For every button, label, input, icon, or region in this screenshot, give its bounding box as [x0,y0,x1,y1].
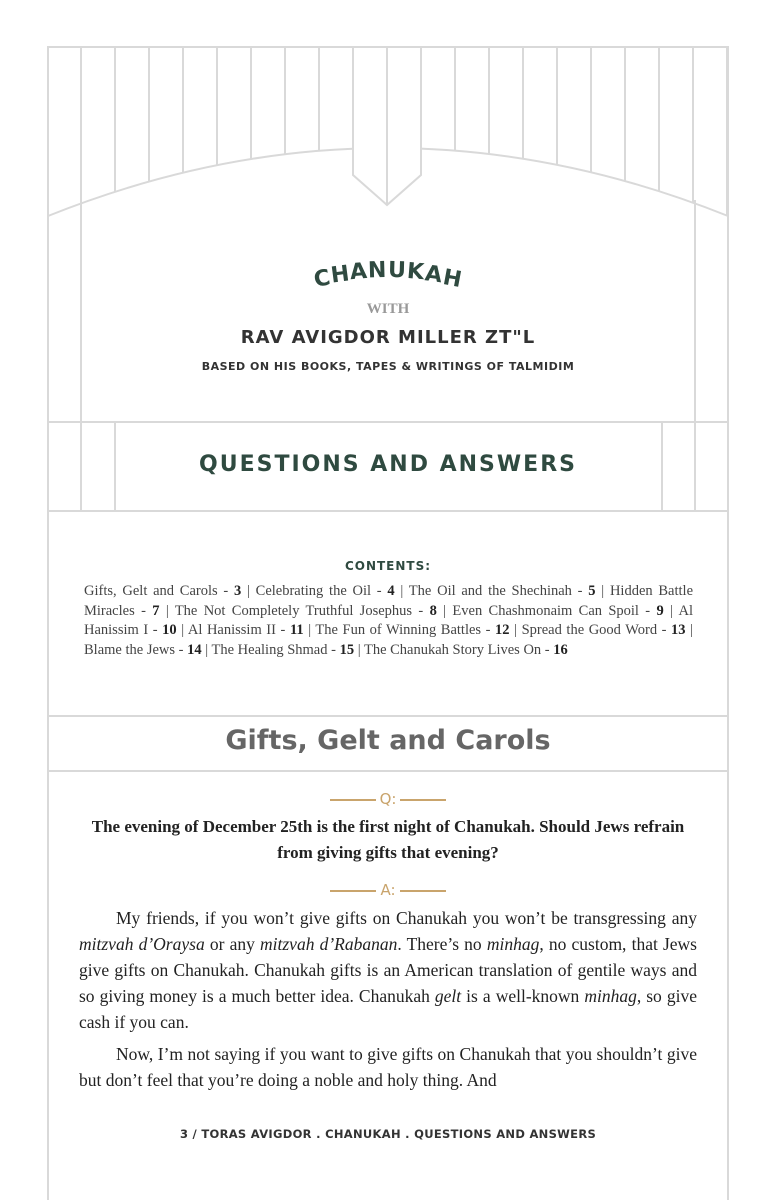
italic-term: mitzvah d’Rabanan [260,934,398,954]
title-letter: A [423,261,445,289]
contents-item-title: Al Hanissim II - [187,622,290,638]
italic-term: mitzvah d’Oraysa [79,934,205,954]
contents-item-page: 7 [152,602,160,619]
contents-item-page: 8 [429,602,437,619]
text-run: is a well-known [461,986,585,1006]
title-letter: H [440,265,465,294]
contents-item-title: Spread the Good Word - [521,622,672,638]
contents-item-title: Celebrating the Oil - [255,583,388,599]
title-letter: N [368,257,389,284]
contents-item-page: 15 [339,641,355,658]
contents-item-page: 5 [588,583,596,599]
title-letter: H [329,261,352,289]
section-title: Gifts, Gelt and Carols [225,725,551,756]
with-label: WITH [366,301,410,317]
banner-title: QUESTIONS AND ANSWERS [199,452,577,477]
contents-item-title: The Oil and the Shechinah - [408,583,589,599]
title-letter: C [311,265,334,293]
title-letter: U [387,257,408,284]
contents-item-title: Hidden Battle Miracles - [84,583,694,619]
contents-item-page: 3 [233,583,242,599]
question-text: The evening of December 25th is the first night of Chanukah. Should Jews refrain from giving gifts that evening? [91,817,685,862]
contents-item-title: The Healing Shmad - [211,641,340,658]
contents-item-title: The Chanukah Story Lives On - [363,641,554,658]
contents-item-title: Gifts, Gelt and Carols - [84,583,234,599]
text-run: My friends, if you won’t give gifts on Chanukah you won’t be transgressing any [116,908,697,928]
based-on-subtitle: BASED ON HIS BOOKS, TAPES & WRITINGS OF TALMIDIM [201,360,575,373]
book-title [0,257,776,294]
question-label: Q: [379,790,397,808]
text-run: , so give cash if you can. [79,986,697,1032]
contents-item-title: Even Chashmonaim Can Spoil - [452,602,657,619]
contents-item-page: 14 [187,641,202,658]
contents-list: Gifts, Gelt and Carols - 3 | Celebrating the Oil - 4 | The Oil and the Shechinah - 5 | Hidden Battle Miracles - 7 | The Not Completely Truthful Josephus - 8 | Even Chashmonaim Can Spoil - 9 | Al Hanissim I - 10 | Al Hanissim II - 11 | The Fun of Winning Battles - 12 | Spread the Good Word - 13 | Blame the Jews - 14 | The Healing Shmad - 15 | The Chanukah Story Lives On - 16 [84,583,694,658]
contents-item-title: The Fun of Winning Battles - [315,622,496,638]
contents-item-page: 12 [495,622,510,638]
contents-label: CONTENTS: [344,559,432,573]
contents-item-title: The Not Completely Truthful Josephus - [174,602,430,619]
answer-paragraph: Now, I’m not saying if you want to give gifts on Chanukah that you shouldn’t give but don’t feel that you’re doing a noble and holy thing. And [79,1044,697,1090]
answer-label: A: [380,881,396,899]
author-name: RAV AVIGDOR MILLER ZT"L [240,327,536,348]
contents-item-title: Blame the Jews - [84,641,188,658]
title-letter: A [349,258,370,286]
title-letter: K [405,258,426,286]
answer-divider [0,881,776,899]
contents-item-page: 13 [671,622,686,638]
italic-term: minhag [486,934,540,954]
italic-term: minhag [584,986,637,1006]
contents-item-page: 9 [656,602,664,619]
text-run: or any [204,934,260,954]
question-divider [0,790,776,808]
contents-item-page: 16 [553,641,568,658]
contents-item-page: 10 [162,622,177,638]
text-run: , no custom, that Jews give gifts on Chanukah. Chanukah gifts is an American translation of gentile ways and so giving money is a much better idea. Chanukah [79,934,697,1006]
text-run: . There’s no [397,934,487,954]
italic-term: gelt [434,986,462,1006]
contents-item-page: 11 [289,622,304,638]
page-footer: 3 / TORAS AVIGDOR . CHANUKAH . QUESTIONS AND ANSWERS [179,1127,597,1141]
contents-item-page: 4 [387,583,395,599]
contents-item-title: Al Hanissim I - [84,602,694,638]
answer-text [79,905,697,1099]
answer-paragraph [79,905,697,1035]
